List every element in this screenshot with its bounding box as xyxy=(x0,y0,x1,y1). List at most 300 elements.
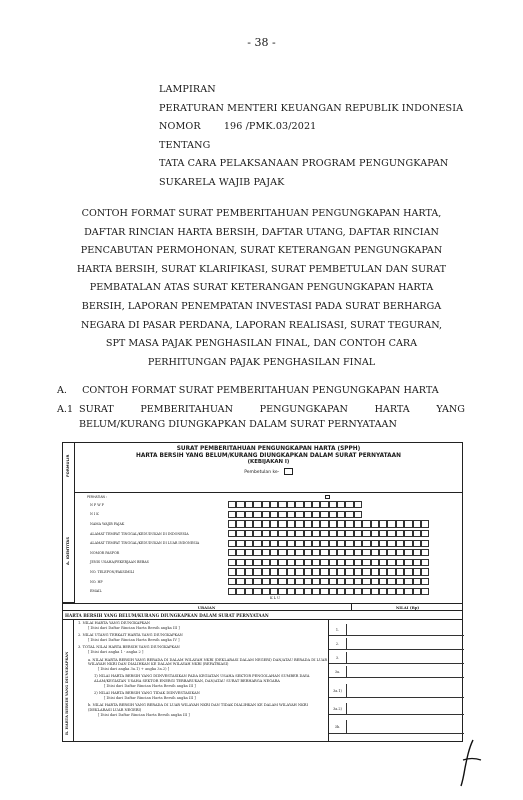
char-box[interactable] xyxy=(312,501,320,508)
char-box[interactable] xyxy=(245,530,253,537)
char-box[interactable] xyxy=(278,588,286,595)
char-box[interactable] xyxy=(329,540,337,547)
char-box[interactable] xyxy=(354,578,362,585)
char-box[interactable] xyxy=(421,540,429,547)
section-a1-number: A.1 xyxy=(57,404,74,415)
char-box[interactable] xyxy=(270,559,278,566)
char-box[interactable] xyxy=(329,568,337,575)
char-box[interactable] xyxy=(312,520,320,527)
field-email: EMAIL xyxy=(90,586,460,596)
char-box[interactable] xyxy=(245,559,253,566)
char-box[interactable] xyxy=(337,549,345,556)
char-box[interactable] xyxy=(295,540,303,547)
char-box[interactable] xyxy=(362,578,370,585)
char-box[interactable] xyxy=(387,549,395,556)
harta-section-title: HARTA BERSIH YANG BELUM/KURANG DIUNGKAPKAN DALAM SURAT PERNYATAAN xyxy=(62,612,463,620)
char-box[interactable] xyxy=(329,559,337,566)
nomor-value: 196 /PMK.03/2021 xyxy=(223,121,317,132)
char-box[interactable] xyxy=(245,520,253,527)
char-box[interactable] xyxy=(413,549,421,556)
char-box[interactable] xyxy=(413,530,421,537)
char-box[interactable] xyxy=(287,540,295,547)
char-box[interactable] xyxy=(387,578,395,585)
char-box[interactable] xyxy=(396,530,404,537)
field-nik: N I K xyxy=(90,510,460,520)
char-box[interactable] xyxy=(371,559,379,566)
char-box[interactable] xyxy=(337,511,345,518)
char-box[interactable] xyxy=(262,520,270,527)
char-box[interactable] xyxy=(320,511,328,518)
char-box[interactable] xyxy=(379,568,387,575)
char-box[interactable] xyxy=(245,501,253,508)
char-box[interactable] xyxy=(295,559,303,566)
char-box[interactable] xyxy=(287,578,295,585)
char-box[interactable] xyxy=(404,530,412,537)
char-box[interactable] xyxy=(362,530,370,537)
section-a1-word: SURAT xyxy=(79,404,114,415)
char-box[interactable] xyxy=(337,520,345,527)
title-line: SPT MASA PAJAK PENGHASILAN FINAL, DAN CONTOH CARA xyxy=(105,338,418,350)
char-box[interactable] xyxy=(337,530,345,537)
pembetulan-box[interactable] xyxy=(284,468,293,475)
char-box[interactable] xyxy=(413,520,421,527)
char-box[interactable] xyxy=(379,588,387,595)
section-a1-word: YANG xyxy=(436,404,465,415)
value-cell[interactable]: 3b. xyxy=(329,720,464,734)
form-title-1: SURAT PEMBERITAHUAN PENGUNGKAPAN HARTA (SPPH) xyxy=(176,446,361,452)
char-box[interactable] xyxy=(253,568,261,575)
form-title-2: HARTA BERSIH YANG BELUM/KURANG DIUNGKAPKAN DALAM SURAT PERNYATAAN xyxy=(136,453,401,459)
char-box[interactable] xyxy=(337,568,345,575)
char-box[interactable] xyxy=(287,568,295,575)
char-box[interactable] xyxy=(245,549,253,556)
char-box[interactable] xyxy=(262,559,270,566)
char-box[interactable] xyxy=(371,588,379,595)
char-box[interactable] xyxy=(362,588,370,595)
char-box[interactable] xyxy=(320,588,328,595)
char-box[interactable] xyxy=(387,568,395,575)
identitas-label: A. IDENTITAS xyxy=(65,536,70,565)
char-box[interactable] xyxy=(354,520,362,527)
char-box[interactable] xyxy=(270,530,278,537)
tentang-line-1: TATA CARA PELAKSANAAN PROGRAM PENGUNGKAPAN xyxy=(159,158,449,169)
char-box[interactable] xyxy=(295,578,303,585)
char-box[interactable] xyxy=(253,578,261,585)
char-box[interactable] xyxy=(295,530,303,537)
char-box[interactable] xyxy=(362,540,370,547)
field-alamat-dn: ALAMAT TEMPAT TINGGAL/KEDUDUKAN DI INDONESIA xyxy=(90,529,460,539)
char-box[interactable] xyxy=(262,511,270,518)
char-box[interactable] xyxy=(337,559,345,566)
char-box[interactable] xyxy=(329,588,337,595)
char-box[interactable] xyxy=(312,578,320,585)
char-box[interactable] xyxy=(304,511,312,518)
form-header xyxy=(75,443,462,493)
char-box[interactable] xyxy=(421,520,429,527)
char-box[interactable] xyxy=(253,530,261,537)
char-box[interactable] xyxy=(295,588,303,595)
email-input[interactable] xyxy=(228,588,429,595)
form-title-3: (KEBIJAKAN I) xyxy=(247,459,290,465)
char-box[interactable] xyxy=(245,588,253,595)
npwp-input[interactable] xyxy=(228,501,362,508)
char-box[interactable] xyxy=(320,549,328,556)
char-box[interactable] xyxy=(253,520,261,527)
char-box[interactable] xyxy=(295,568,303,575)
char-box[interactable] xyxy=(236,588,244,595)
char-box[interactable] xyxy=(278,549,286,556)
hp-input[interactable] xyxy=(228,578,429,585)
pembetulan-row xyxy=(75,468,462,475)
char-box[interactable] xyxy=(295,511,303,518)
char-box[interactable] xyxy=(312,588,320,595)
title-line: BERSIH, LAPORAN PENEMPATAN INVESTASI PADA SURAT BERHARGA xyxy=(81,300,442,312)
char-box[interactable] xyxy=(312,549,320,556)
char-box[interactable] xyxy=(236,540,244,547)
char-box[interactable] xyxy=(396,578,404,585)
klu-row xyxy=(270,596,280,600)
char-box[interactable] xyxy=(287,501,295,508)
char-box[interactable] xyxy=(228,568,236,575)
title-line: DAFTAR RINCIAN HARTA BERSIH, DAFTAR UTANG, DAFTAR RINCIAN xyxy=(84,226,439,238)
char-box[interactable] xyxy=(371,530,379,537)
value-cell[interactable]: 3a.2) xyxy=(329,703,464,715)
perhatian-label: PERHATIAN : xyxy=(87,495,108,499)
char-box[interactable] xyxy=(270,511,278,518)
value-cell[interactable]: 1. xyxy=(329,624,464,636)
char-box[interactable] xyxy=(371,540,379,547)
char-box[interactable] xyxy=(245,578,253,585)
char-box[interactable] xyxy=(387,520,395,527)
char-box[interactable] xyxy=(421,530,429,537)
checkbox[interactable] xyxy=(325,495,330,499)
char-box[interactable] xyxy=(413,559,421,566)
char-box[interactable] xyxy=(320,530,328,537)
char-box[interactable] xyxy=(287,549,295,556)
nilai-column xyxy=(328,620,463,742)
char-box[interactable] xyxy=(304,588,312,595)
char-box[interactable] xyxy=(337,540,345,547)
char-box[interactable] xyxy=(379,540,387,547)
char-box[interactable] xyxy=(295,520,303,527)
char-box[interactable] xyxy=(253,559,261,566)
char-box[interactable] xyxy=(270,520,278,527)
char-box[interactable] xyxy=(304,540,312,547)
char-box[interactable] xyxy=(362,520,370,527)
alamat-ln-input[interactable] xyxy=(228,540,429,547)
char-box[interactable] xyxy=(236,501,244,508)
char-box[interactable] xyxy=(245,568,253,575)
char-box[interactable] xyxy=(329,578,337,585)
char-box[interactable] xyxy=(354,588,362,595)
page-number: - 38 - xyxy=(247,36,276,49)
char-box[interactable] xyxy=(278,520,286,527)
value-cell[interactable]: 2. xyxy=(329,638,464,650)
char-box[interactable] xyxy=(312,540,320,547)
char-box[interactable] xyxy=(278,578,286,585)
title-line: NEGARA DI PASAR PERDANA, LAPORAN REALISASI, SURAT TEGURAN, xyxy=(80,319,443,331)
char-box[interactable] xyxy=(253,511,261,518)
char-box[interactable] xyxy=(354,568,362,575)
char-box[interactable] xyxy=(287,559,295,566)
char-box[interactable] xyxy=(345,568,353,575)
char-box[interactable] xyxy=(345,588,353,595)
uraian-header xyxy=(62,603,463,611)
harta-side-text: B. HARTA BERSIH YANG DIUNGKAPKAN xyxy=(65,651,69,735)
char-box[interactable] xyxy=(245,511,253,518)
char-box[interactable] xyxy=(345,511,353,518)
char-box[interactable] xyxy=(421,559,429,566)
char-box[interactable] xyxy=(320,568,328,575)
char-box[interactable] xyxy=(262,549,270,556)
pembetulan-label: Pembetulan ke- xyxy=(244,470,280,475)
char-box[interactable] xyxy=(396,568,404,575)
char-box[interactable] xyxy=(278,501,286,508)
char-box[interactable] xyxy=(379,520,387,527)
harta-item: 1) NILAI HARTA BERSIH YANG DIINVESTASIKAN PADA KEGIATAN USAHA SEKTOR PENGOLAHAN SUMBER DAYA ALAM/KEGIATAN USAHA SEKTOR ENERGI TERBARUKAN, DAN/ATAU SURAT BERHARGA NEGARA [ Diisi dari Daftar Rincian Harta Bersih angka III ] xyxy=(94,674,310,688)
char-box[interactable] xyxy=(421,568,429,575)
title-line: PEMBATALAN ATAS SURAT KETERANGAN PENGUNGKAPAN HARTA xyxy=(89,282,434,294)
char-box[interactable] xyxy=(253,540,261,547)
char-box[interactable] xyxy=(404,588,412,595)
char-box[interactable] xyxy=(287,588,295,595)
char-box[interactable] xyxy=(387,559,395,566)
field-paspor: NOMOR PASPOR xyxy=(90,548,460,558)
char-box[interactable] xyxy=(304,530,312,537)
char-box[interactable] xyxy=(371,549,379,556)
nomor-label: NOMOR xyxy=(159,121,201,132)
lampiran-label: LAMPIRAN xyxy=(159,84,216,95)
char-box[interactable] xyxy=(245,540,253,547)
field-alamat-ln: ALAMAT TEMPAT TINGGAL/KEDUDUKAN DI LUAR INDONESIA xyxy=(90,538,460,548)
char-box[interactable] xyxy=(320,501,328,508)
section-a1-word: PENGUNGKAPAN xyxy=(259,404,348,415)
char-box[interactable] xyxy=(354,540,362,547)
char-box[interactable] xyxy=(304,559,312,566)
char-box[interactable] xyxy=(345,578,353,585)
char-box[interactable] xyxy=(278,511,286,518)
char-box[interactable] xyxy=(404,568,412,575)
char-box[interactable] xyxy=(404,520,412,527)
char-box[interactable] xyxy=(362,559,370,566)
char-box[interactable] xyxy=(253,588,261,595)
char-box[interactable] xyxy=(404,578,412,585)
char-box[interactable] xyxy=(312,568,320,575)
char-box[interactable] xyxy=(228,520,236,527)
char-box[interactable] xyxy=(345,501,353,508)
char-box[interactable] xyxy=(421,578,429,585)
char-box[interactable] xyxy=(413,540,421,547)
char-box[interactable] xyxy=(253,501,261,508)
char-box[interactable] xyxy=(345,549,353,556)
char-box[interactable] xyxy=(337,578,345,585)
char-box[interactable] xyxy=(270,501,278,508)
value-cell[interactable]: 3a. xyxy=(329,666,464,678)
section-a-text: CONTOH FORMAT SURAT PEMBERITAHUAN PENGUNGKAPAN HARTA xyxy=(82,385,439,396)
char-box[interactable] xyxy=(287,511,295,518)
char-box[interactable] xyxy=(312,511,320,518)
char-box[interactable] xyxy=(354,511,362,518)
char-box[interactable] xyxy=(329,530,337,537)
telepon-input[interactable] xyxy=(228,568,429,575)
char-box[interactable] xyxy=(236,511,244,518)
char-box[interactable] xyxy=(337,588,345,595)
char-box[interactable] xyxy=(354,559,362,566)
nama-input[interactable] xyxy=(228,520,429,527)
alamat-dn-input[interactable] xyxy=(228,530,429,537)
char-box[interactable] xyxy=(312,559,320,566)
char-box[interactable] xyxy=(304,549,312,556)
char-box[interactable] xyxy=(379,549,387,556)
char-box[interactable] xyxy=(287,530,295,537)
char-box[interactable] xyxy=(404,540,412,547)
char-box[interactable] xyxy=(413,568,421,575)
char-box[interactable] xyxy=(270,540,278,547)
char-box[interactable] xyxy=(262,578,270,585)
char-box[interactable] xyxy=(329,511,337,518)
char-box[interactable] xyxy=(404,549,412,556)
char-box[interactable] xyxy=(396,588,404,595)
char-box[interactable] xyxy=(228,540,236,547)
char-box[interactable] xyxy=(371,578,379,585)
char-box[interactable] xyxy=(304,578,312,585)
harta-item: b. NILAI HARTA BERSIH YANG BERADA DI LUAR WILAYAH NKRI DAN TIDAK DIALIHKAN KE DALAM WILAYAH NKRI (DEKLARASI LUAR NEGERI) [ Diisi dari Daftar Rincian Harta Bersih angka III ] xyxy=(88,703,308,717)
char-box[interactable] xyxy=(345,520,353,527)
document-title xyxy=(0,205,523,372)
char-box[interactable] xyxy=(379,530,387,537)
char-box[interactable] xyxy=(354,530,362,537)
char-box[interactable] xyxy=(404,559,412,566)
char-box[interactable] xyxy=(379,578,387,585)
section-a1-heading xyxy=(57,404,465,430)
char-box[interactable] xyxy=(329,501,337,508)
char-box[interactable] xyxy=(345,530,353,537)
char-box[interactable] xyxy=(354,549,362,556)
char-box[interactable] xyxy=(396,549,404,556)
char-box[interactable] xyxy=(387,588,395,595)
identity-side-label xyxy=(63,493,75,603)
nilai-label: NILAI (Rp) xyxy=(395,605,420,610)
value-cell[interactable]: 3a.1) xyxy=(329,684,464,698)
nomor-row xyxy=(159,118,463,137)
char-box[interactable] xyxy=(262,501,270,508)
field-nama: NAMA WAJIB PAJAK xyxy=(90,519,460,529)
regulation-header xyxy=(159,81,463,192)
title-line: PERHITUNGAN PAJAK PENGHASILAN FINAL xyxy=(147,356,376,368)
char-box[interactable] xyxy=(228,559,236,566)
value-cell[interactable]: 3. xyxy=(329,652,464,664)
char-box[interactable] xyxy=(236,559,244,566)
char-box[interactable] xyxy=(379,559,387,566)
char-box[interactable] xyxy=(304,520,312,527)
char-box[interactable] xyxy=(345,559,353,566)
char-box[interactable] xyxy=(295,549,303,556)
char-box[interactable] xyxy=(320,520,328,527)
char-box[interactable] xyxy=(304,501,312,508)
char-box[interactable] xyxy=(236,578,244,585)
char-box[interactable] xyxy=(236,530,244,537)
char-box[interactable] xyxy=(345,540,353,547)
char-box[interactable] xyxy=(262,540,270,547)
char-box[interactable] xyxy=(278,559,286,566)
section-a1-line-2: BELUM/KURANG DIUNGKAPKAN DALAM SURAT PERNYATAAN xyxy=(79,419,397,430)
char-box[interactable] xyxy=(320,559,328,566)
char-box[interactable] xyxy=(320,578,328,585)
char-box[interactable] xyxy=(354,501,362,508)
char-box[interactable] xyxy=(329,549,337,556)
section-a1-word: HARTA xyxy=(374,404,410,415)
char-box[interactable] xyxy=(387,540,395,547)
char-box[interactable] xyxy=(278,530,286,537)
char-box[interactable] xyxy=(295,501,303,508)
char-box[interactable] xyxy=(396,520,404,527)
nik-input[interactable] xyxy=(228,511,362,518)
char-box[interactable] xyxy=(362,568,370,575)
form-side-label xyxy=(63,443,75,493)
char-box[interactable] xyxy=(228,549,236,556)
char-box[interactable] xyxy=(396,540,404,547)
harta-item: 3. TOTAL NILAI HARTA BERSIH YANG DIUNGKAPKAN [ Diisi dari angka 1 - angka 2 ] xyxy=(78,645,180,654)
char-box[interactable] xyxy=(228,578,236,585)
char-box[interactable] xyxy=(228,530,236,537)
char-box[interactable] xyxy=(253,549,261,556)
char-box[interactable] xyxy=(287,520,295,527)
char-box[interactable] xyxy=(262,588,270,595)
char-box[interactable] xyxy=(228,501,236,508)
uraian-label: URAIAN xyxy=(62,604,352,610)
char-box[interactable] xyxy=(236,549,244,556)
char-box[interactable] xyxy=(236,568,244,575)
char-box[interactable] xyxy=(278,568,286,575)
tentang-line-2: SUKARELA WAJIB PAJAK xyxy=(159,176,285,188)
section-a1-word: PEMBERITAHUAN xyxy=(140,404,233,415)
char-box[interactable] xyxy=(371,568,379,575)
harta-item: 2) NILAI HARTA BERSIH YANG TIDAK DIINVESTASIKAN [ Diisi dari Daftar Rincian Harta Bersih angka III ] xyxy=(94,691,200,700)
char-box[interactable] xyxy=(396,559,404,566)
char-box[interactable] xyxy=(236,520,244,527)
paspor-input[interactable] xyxy=(228,549,429,556)
char-box[interactable] xyxy=(413,588,421,595)
char-box[interactable] xyxy=(278,540,286,547)
char-box[interactable] xyxy=(421,588,429,595)
char-box[interactable] xyxy=(362,549,370,556)
char-box[interactable] xyxy=(270,588,278,595)
harta-item: 2. NILAI UTANG TERKAIT HARTA YANG DIUNGKAPKAN [ Diisi dari Daftar Rincian Harta Bersih angka IV ] xyxy=(78,633,183,642)
title-line: HARTA BERSIH, SURAT KLARIFIKASI, SURAT PEMBETULAN DAN SURAT xyxy=(76,263,447,275)
identity-fields xyxy=(90,500,460,596)
harta-item: 1. NILAI HARTA YANG DIUNGKAPKAN [ Diisi dari Daftar Rincian Harta Bersih angka III ] xyxy=(78,621,180,630)
char-box[interactable] xyxy=(270,549,278,556)
char-box[interactable] xyxy=(270,568,278,575)
char-box[interactable] xyxy=(304,568,312,575)
char-box[interactable] xyxy=(337,501,345,508)
usaha-input[interactable] xyxy=(228,559,429,566)
char-box[interactable] xyxy=(270,578,278,585)
char-box[interactable] xyxy=(371,520,379,527)
char-box[interactable] xyxy=(329,520,337,527)
char-box[interactable] xyxy=(413,578,421,585)
char-box[interactable] xyxy=(228,511,236,518)
char-box[interactable] xyxy=(228,588,236,595)
section-a-heading xyxy=(57,385,439,396)
char-box[interactable] xyxy=(312,530,320,537)
char-box[interactable] xyxy=(387,530,395,537)
section-a-number: A. xyxy=(57,385,67,396)
char-box[interactable] xyxy=(421,549,429,556)
char-box[interactable] xyxy=(320,540,328,547)
char-box[interactable] xyxy=(262,568,270,575)
char-box[interactable] xyxy=(262,530,270,537)
